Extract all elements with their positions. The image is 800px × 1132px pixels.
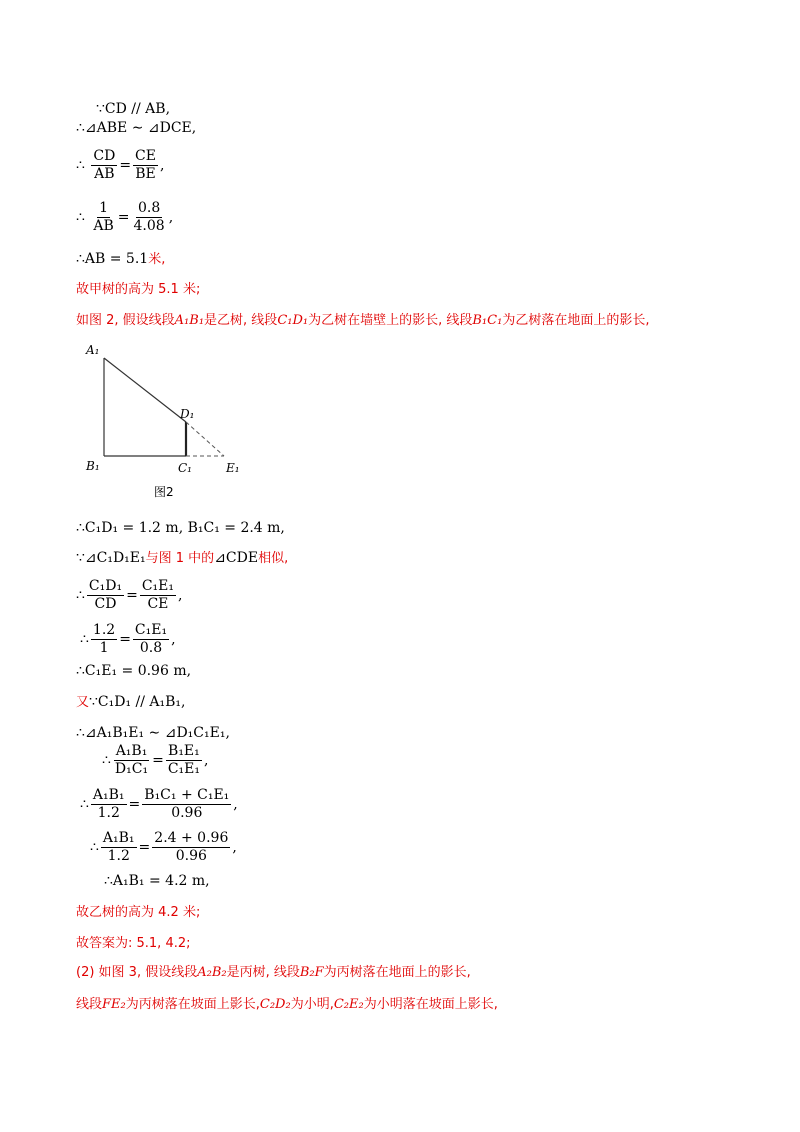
line-ratio-values: ∴ $\frac{1}{AB}$ = $\frac{0.8}{4.08}$ , [76, 200, 174, 234]
line-similar-triangles: ∴⊿ABE ∼ ⊿DCE, [76, 120, 197, 136]
label-b1: B₁ [86, 459, 100, 473]
label-c1: C₁ [178, 461, 192, 475]
line-cd-parallel-ab: ∵CD // AB, [96, 101, 171, 117]
line-c1d1-parallel: 又∵C₁D₁ // A₁B₁, [76, 694, 186, 710]
line-tree-b-height: 故乙树的高为 4.2 米; [76, 905, 201, 920]
label-e1: E₁ [226, 461, 240, 475]
line-ab-result: ∴AB = 5.1米, [76, 251, 166, 267]
line-given-lengths: ∴C₁D₁ = 1.2 m, B₁C₁ = 2.4 m, [76, 520, 285, 536]
label-a1: A₁ [86, 343, 100, 357]
line-c1e1-result: ∴C₁E₁ = 0.96 m, [76, 663, 192, 679]
line-tree-a-height: 故甲树的高为 5.1 米; [76, 282, 201, 297]
figure-2 [84, 342, 264, 506]
fraction-cd-ab: $\frac{CD}{AB}$ [93, 148, 116, 182]
line-ratio-c1d1-cd: ∴ $\frac{\text{C₁D₁}}{CD}$ = $\frac{\text{C₁E₁}}{CE}$ , [76, 578, 183, 612]
line-answer: 故答案为: 5.1, 4.2; [76, 936, 191, 951]
line-part2-figure3: (2) 如图 3, 假设线段A₂B₂是丙树, 线段B₂F为丙树落在地面上的影长, [76, 965, 471, 980]
line-ratio-a1b1-d1c1: ∴ $\frac{\text{A₁B₁}}{\text{D₁C₁}}$ = $\frac{\text{B₁E₁}}{\text{C₁E₁}}$ , [102, 743, 209, 777]
line-a1b1-result: ∴A₁B₁ = 4.2 m, [104, 873, 210, 889]
fraction-ce-be: $\frac{CE}{BE}$ [135, 148, 156, 182]
line-ratio-values-2: ∴ $\frac{\text{A₁B₁}}{1.2}$ = $\frac{2.4 + 0.96}{0.96}$ , [90, 830, 237, 864]
figure-2-diagram [84, 342, 264, 502]
fraction-08-408: $\frac{0.8}{4.08}$ [133, 200, 165, 234]
line-part2-shadows: 线段FE₂为丙树落在坡面上影长,C₂D₂为小明,C₂E₂为小明落在坡面上影长, [76, 997, 498, 1012]
line-similar-to-figure1: ∵⊿C₁D₁E₁与图 1 中的⊿CDE相似, [76, 550, 289, 566]
line-similar-a1b1e1: ∴⊿A₁B₁E₁ ∼ ⊿D₁C₁E₁, [76, 725, 230, 741]
line-ratio-12-1: ∴ $\frac{1.2}{1}$ = $\frac{\text{C₁E₁}}{0.8}$ , [80, 622, 176, 656]
line-ratio-a1b1-12: ∴ $\frac{\text{A₁B₁}}{1.2}$ = $\frac{\text{B₁C₁ + C₁E₁}}{0.96}$ , [80, 787, 238, 821]
figure-caption: 图2 [154, 485, 174, 499]
fraction-1-ab: $\frac{1}{AB}$ [93, 200, 114, 234]
line-ratio-cd-ab: ∴ $\frac{CD}{AB}$ = $\frac{CE}{BE}$ , [76, 148, 165, 182]
line-figure2-assumption: 如图 2, 假设线段A₁B₁是乙树, 线段C₁D₁为乙树在墙壁上的影长, 线段B₁C₁为乙树落在地面上的影长, [76, 313, 650, 328]
label-d1: D₁ [180, 407, 195, 421]
